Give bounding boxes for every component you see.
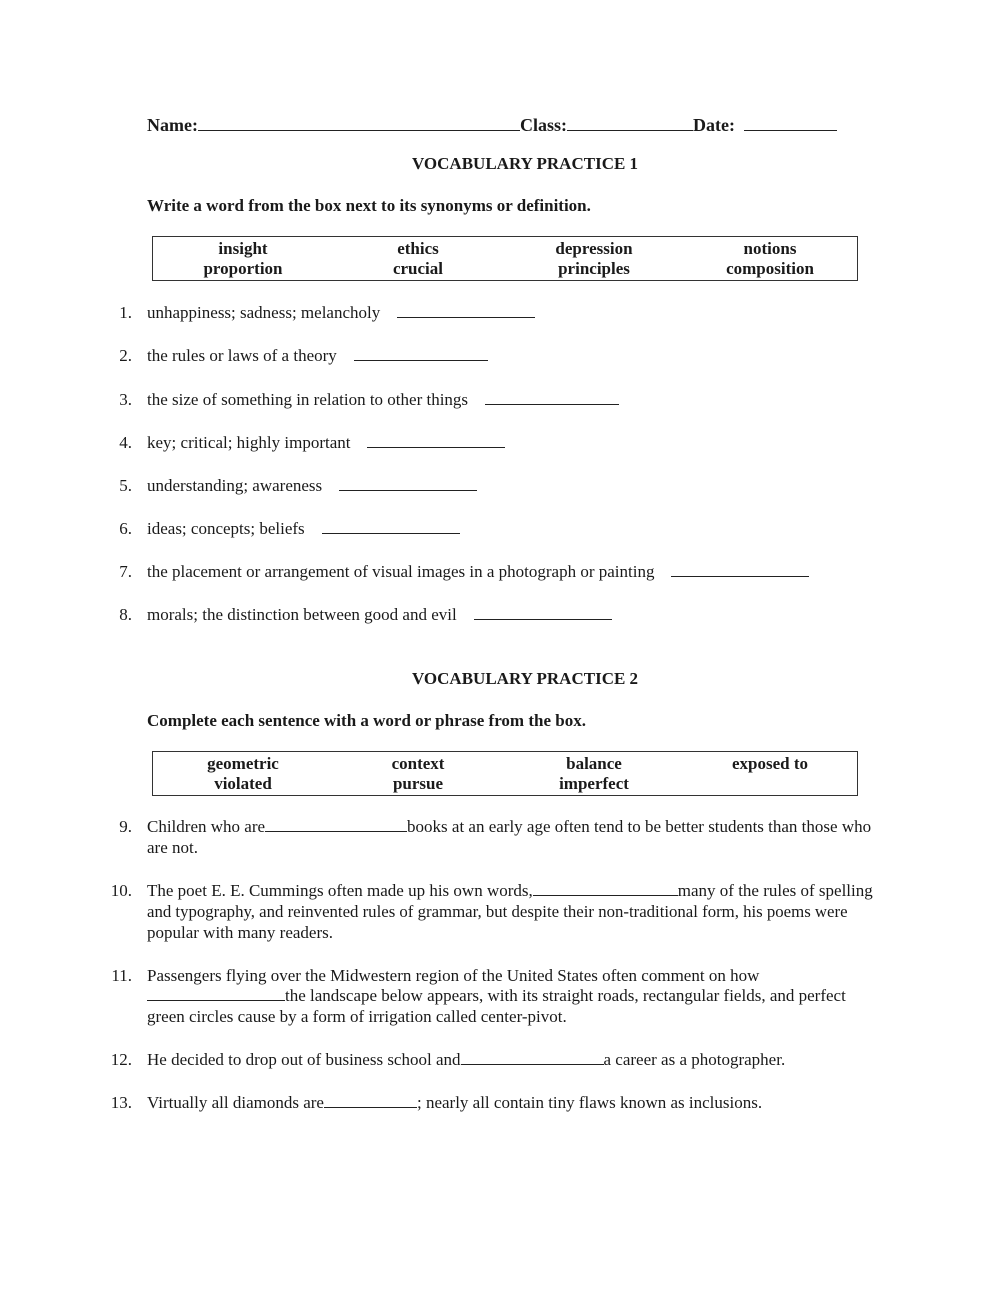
list-item: unhappiness; sadness; melancholy <box>147 303 535 323</box>
list-item: morals; the distinction between good and evil <box>147 605 612 625</box>
answer-blank[interactable] <box>354 346 488 361</box>
practice1-title: VOCABULARY PRACTICE 1 <box>412 154 639 173</box>
list-item: understanding; awareness <box>147 476 477 496</box>
word-box-2 <box>152 751 858 796</box>
answer-blank[interactable] <box>474 605 612 620</box>
item-number: 1. <box>119 303 132 322</box>
answer-blank[interactable] <box>533 881 678 896</box>
practice2-title: VOCABULARY PRACTICE 2 <box>412 669 639 688</box>
word-box-word: ethics <box>397 239 439 258</box>
list-item: Children who are books at an early age often tend to be better students than those who <box>147 817 872 836</box>
word-box-word: composition <box>726 259 814 278</box>
answer-blank[interactable] <box>147 986 285 1001</box>
word-box-word: context <box>391 754 445 773</box>
name-label: Name: <box>147 115 198 135</box>
list-item: The poet E. E. Cummings often made up his own words, many of the rules of spelling <box>147 881 873 900</box>
list-item: He decided to drop out of business school and a career as a photographer. <box>147 1050 786 1069</box>
item-number: 7. <box>119 562 132 581</box>
item-number: 11. <box>111 966 132 985</box>
header-row <box>147 113 837 136</box>
word-box-word: proportion <box>203 259 283 278</box>
practice1-instruction: Write a word from the box next to its synonyms or definition. <box>147 196 591 215</box>
word-box-word: imperfect <box>559 774 629 793</box>
word-box-word: principles <box>558 259 630 278</box>
list-item-continuation: the landscape below appears, with its straight roads, rectangular fields, and perfect <box>147 986 846 1006</box>
list-item: the rules or laws of a theory <box>147 346 488 366</box>
answer-blank[interactable] <box>671 562 809 577</box>
practice2-instruction: Complete each sentence with a word or phrase from the box. <box>147 711 586 730</box>
word-box-word: insight <box>218 239 268 258</box>
answer-blank[interactable] <box>461 1050 604 1065</box>
word-box-word: exposed to <box>731 754 809 773</box>
word-box-word: notions <box>743 239 797 258</box>
word-box-word: pursue <box>392 774 444 793</box>
list-item: ideas; concepts; beliefs <box>147 519 460 539</box>
date-field[interactable] <box>744 113 837 131</box>
word-box-word: violated <box>214 774 272 793</box>
word-box-word: crucial <box>392 259 444 278</box>
date-label: Date: <box>693 115 735 135</box>
item-number: 13. <box>110 1093 132 1112</box>
class-field[interactable] <box>567 113 693 131</box>
list-item-continuation: and typography, and reinvented rules of grammar, but despite their non-traditional form, his poems were <box>147 902 848 921</box>
word-box-word: geometric <box>207 754 279 773</box>
word-box-1 <box>152 236 858 281</box>
list-item: Virtually all diamonds are ; nearly all contain tiny flaws known as inclusions. <box>147 1093 763 1112</box>
item-number: 4. <box>119 433 132 452</box>
list-item-continuation: are not. <box>147 838 198 857</box>
item-number: 2. <box>119 346 132 365</box>
answer-blank[interactable] <box>339 476 477 491</box>
item-number: 6. <box>119 519 132 538</box>
list-item-continuation: popular with many readers. <box>147 923 333 942</box>
list-item: Passengers flying over the Midwestern region of the United States often comment on how <box>147 966 760 985</box>
item-number: 8. <box>119 605 132 624</box>
answer-blank[interactable] <box>265 817 407 832</box>
list-item: the placement or arrangement of visual images in a photograph or painting <box>147 562 809 582</box>
item-number: 12. <box>110 1050 132 1069</box>
item-number: 5. <box>119 476 132 495</box>
answer-blank[interactable] <box>367 433 505 448</box>
word-box-word: depression <box>555 239 633 258</box>
list-item: key; critical; highly important <box>147 433 505 453</box>
item-number: 9. <box>119 817 132 836</box>
class-label: Class: <box>519 115 567 135</box>
answer-blank[interactable] <box>324 1093 417 1108</box>
item-number: 10. <box>110 881 132 900</box>
list-item: the size of something in relation to other things <box>147 390 619 410</box>
name-field[interactable] <box>198 113 520 131</box>
answer-blank[interactable] <box>485 390 619 405</box>
answer-blank[interactable] <box>322 519 460 534</box>
item-number: 3. <box>119 390 132 409</box>
answer-blank[interactable] <box>397 303 535 318</box>
list-item-continuation: green circles cause by a form of irrigation called center-pivot. <box>147 1007 567 1026</box>
word-box-word: balance <box>566 754 622 773</box>
